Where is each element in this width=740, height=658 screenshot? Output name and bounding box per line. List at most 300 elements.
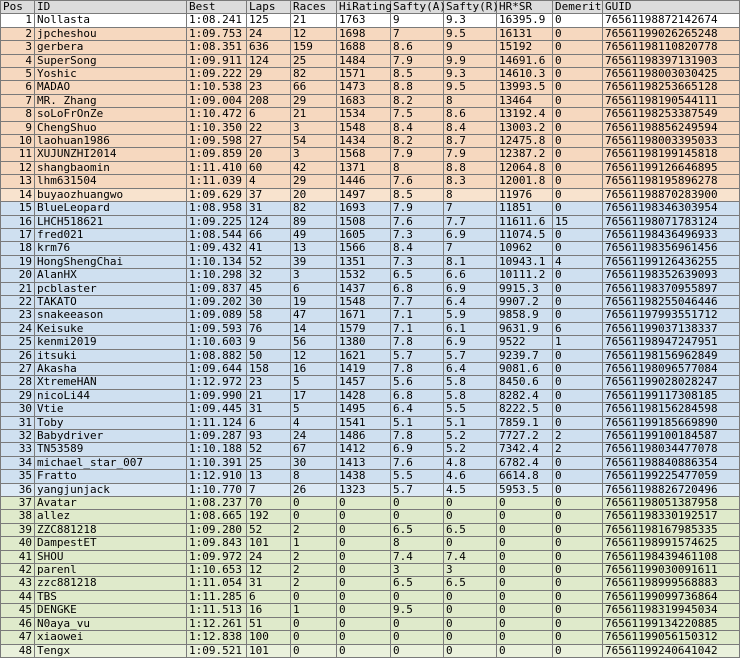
cell-best: 1:09.222 xyxy=(187,68,247,81)
cell-pos: 7 xyxy=(1,94,35,107)
table-row[interactable] xyxy=(1,430,740,443)
cell-pos: 4 xyxy=(1,54,35,67)
cell-demerit: 0 xyxy=(553,108,603,121)
cell-safty-r: 7 xyxy=(444,242,497,255)
cell-races: 42 xyxy=(291,161,337,174)
cell-guid: 76561198856249594 xyxy=(603,121,740,134)
cell-safty-r: 0 xyxy=(444,537,497,550)
cell-laps: 24 xyxy=(247,27,291,40)
cell-id: shangbaomin xyxy=(35,161,187,174)
cell-safty-a: 6.5 xyxy=(391,577,444,590)
cell-races: 0 xyxy=(291,510,337,523)
cell-safty-a: 7.8 xyxy=(391,430,444,443)
cell-hr-sr: 11976 xyxy=(497,188,553,201)
cell-safty-a: 8.5 xyxy=(391,68,444,81)
cell-races: 0 xyxy=(291,497,337,510)
cell-laps: 192 xyxy=(247,510,291,523)
cell-hr-sr: 13993.5 xyxy=(497,81,553,94)
cell-best: 1:09.753 xyxy=(187,27,247,40)
cell-safty-a: 7.9 xyxy=(391,54,444,67)
cell-guid: 76561199056150312 xyxy=(603,631,740,644)
cell-pos: 18 xyxy=(1,242,35,255)
cell-hirating: 0 xyxy=(337,644,391,657)
table-row[interactable] xyxy=(1,14,740,27)
cell-safty-r: 5.2 xyxy=(444,430,497,443)
cell-best: 1:08.241 xyxy=(187,14,247,27)
table-row[interactable] xyxy=(1,135,740,148)
cell-guid: 76561199126436255 xyxy=(603,255,740,268)
table-row[interactable] xyxy=(1,242,740,255)
cell-races: 2 xyxy=(291,523,337,536)
cell-guid: 76561199030091611 xyxy=(603,564,740,577)
cell-id: krm76 xyxy=(35,242,187,255)
cell-races: 13 xyxy=(291,242,337,255)
cell-safty-a: 6.5 xyxy=(391,269,444,282)
cell-safty-r: 6.4 xyxy=(444,362,497,375)
cell-safty-a: 7.8 xyxy=(391,362,444,375)
cell-id: MADAO xyxy=(35,81,187,94)
cell-races: 25 xyxy=(291,54,337,67)
cell-demerit: 0 xyxy=(553,188,603,201)
cell-demerit: 0 xyxy=(553,497,603,510)
table-row[interactable] xyxy=(1,282,740,295)
cell-best: 1:09.225 xyxy=(187,215,247,228)
cell-laps: 9 xyxy=(247,336,291,349)
cell-best: 1:08.882 xyxy=(187,349,247,362)
cell-pos: 39 xyxy=(1,523,35,536)
column-header-guid[interactable]: GUID xyxy=(603,1,740,14)
cell-pos: 2 xyxy=(1,27,35,40)
cell-laps: 30 xyxy=(247,295,291,308)
cell-best: 1:10.770 xyxy=(187,483,247,496)
cell-demerit: 4 xyxy=(553,255,603,268)
cell-hr-sr: 0 xyxy=(497,577,553,590)
cell-races: 0 xyxy=(291,644,337,657)
table-row[interactable] xyxy=(1,121,740,134)
cell-safty-a: 7.9 xyxy=(391,202,444,215)
cell-hirating: 1548 xyxy=(337,121,391,134)
column-header-safty-r[interactable]: Safty(R) xyxy=(444,1,497,14)
cell-races: 16 xyxy=(291,362,337,375)
cell-hirating: 1495 xyxy=(337,403,391,416)
table-row[interactable] xyxy=(1,389,740,402)
cell-hr-sr: 8450.6 xyxy=(497,376,553,389)
cell-hr-sr: 9239.7 xyxy=(497,349,553,362)
cell-safty-r: 6.9 xyxy=(444,282,497,295)
cell-demerit: 0 xyxy=(553,456,603,469)
cell-hr-sr: 14691.6 xyxy=(497,54,553,67)
cell-pos: 35 xyxy=(1,470,35,483)
table-row[interactable] xyxy=(1,54,740,67)
cell-best: 1:12.838 xyxy=(187,631,247,644)
cell-pos: 10 xyxy=(1,135,35,148)
table-row[interactable] xyxy=(1,161,740,174)
cell-safty-r: 0 xyxy=(444,497,497,510)
cell-hirating: 1698 xyxy=(337,27,391,40)
table-row[interactable] xyxy=(1,550,740,563)
cell-pos: 16 xyxy=(1,215,35,228)
cell-hirating: 0 xyxy=(337,604,391,617)
cell-id: XtremeHAN xyxy=(35,376,187,389)
cell-hirating: 0 xyxy=(337,537,391,550)
table-row[interactable] xyxy=(1,617,740,630)
cell-hirating: 1371 xyxy=(337,161,391,174)
table-row[interactable] xyxy=(1,269,740,282)
cell-hirating: 0 xyxy=(337,523,391,536)
cell-hirating: 1428 xyxy=(337,389,391,402)
cell-hirating: 1548 xyxy=(337,295,391,308)
cell-hr-sr: 14610.3 xyxy=(497,68,553,81)
cell-guid: 76561198947247951 xyxy=(603,336,740,349)
cell-safty-a: 8.5 xyxy=(391,188,444,201)
cell-best: 1:09.629 xyxy=(187,188,247,201)
cell-laps: 636 xyxy=(247,41,291,54)
cell-safty-a: 8.4 xyxy=(391,121,444,134)
cell-best: 1:10.350 xyxy=(187,121,247,134)
cell-safty-r: 4.5 xyxy=(444,483,497,496)
cell-races: 66 xyxy=(291,81,337,94)
cell-safty-a: 8.8 xyxy=(391,81,444,94)
cell-hirating: 1571 xyxy=(337,68,391,81)
cell-pos: 31 xyxy=(1,416,35,429)
cell-hr-sr: 5953.5 xyxy=(497,483,553,496)
cell-hr-sr: 11611.6 xyxy=(497,215,553,228)
cell-hirating: 1419 xyxy=(337,362,391,375)
cell-demerit: 0 xyxy=(553,617,603,630)
table-row[interactable] xyxy=(1,41,740,54)
cell-id: soLoFrOnZe xyxy=(35,108,187,121)
cell-safty-r: 7.7 xyxy=(444,215,497,228)
cell-safty-r: 8 xyxy=(444,188,497,201)
cell-id: DampestET xyxy=(35,537,187,550)
table-row[interactable] xyxy=(1,94,740,107)
table-row[interactable] xyxy=(1,188,740,201)
cell-pos: 43 xyxy=(1,577,35,590)
table-row[interactable] xyxy=(1,349,740,362)
table-row[interactable] xyxy=(1,322,740,335)
cell-demerit: 0 xyxy=(553,161,603,174)
cell-laps: 23 xyxy=(247,81,291,94)
cell-hr-sr: 9907.2 xyxy=(497,295,553,308)
table-row[interactable] xyxy=(1,68,740,81)
cell-pos: 6 xyxy=(1,81,35,94)
cell-safty-r: 5.5 xyxy=(444,403,497,416)
cell-hirating: 1380 xyxy=(337,336,391,349)
cell-laps: 22 xyxy=(247,121,291,134)
cell-safty-r: 9.9 xyxy=(444,54,497,67)
column-header-hirating[interactable]: HiRating xyxy=(337,1,391,14)
cell-safty-a: 7 xyxy=(391,27,444,40)
column-header-races[interactable]: Races xyxy=(291,1,337,14)
cell-guid: 76561198436496933 xyxy=(603,228,740,241)
cell-demerit: 0 xyxy=(553,376,603,389)
cell-guid: 76561199240641042 xyxy=(603,644,740,657)
cell-safty-r: 6.9 xyxy=(444,336,497,349)
cell-hr-sr: 13003.2 xyxy=(497,121,553,134)
table-row[interactable] xyxy=(1,403,740,416)
cell-hr-sr: 9631.9 xyxy=(497,322,553,335)
cell-pos: 28 xyxy=(1,376,35,389)
table-row[interactable] xyxy=(1,295,740,308)
cell-demerit: 0 xyxy=(553,550,603,563)
table-row[interactable] xyxy=(1,309,740,322)
cell-laps: 12 xyxy=(247,564,291,577)
cell-id: jpcheshou xyxy=(35,27,187,40)
cell-laps: 124 xyxy=(247,215,291,228)
cell-races: 67 xyxy=(291,443,337,456)
cell-safty-r: 4.8 xyxy=(444,456,497,469)
cell-races: 49 xyxy=(291,228,337,241)
cell-pos: 3 xyxy=(1,41,35,54)
table-row[interactable] xyxy=(1,564,740,577)
cell-pos: 5 xyxy=(1,68,35,81)
table-row[interactable] xyxy=(1,148,740,161)
cell-best: 1:10.298 xyxy=(187,269,247,282)
cell-laps: 6 xyxy=(247,416,291,429)
cell-best: 1:09.202 xyxy=(187,295,247,308)
cell-demerit: 0 xyxy=(553,416,603,429)
cell-best: 1:09.089 xyxy=(187,309,247,322)
cell-best: 1:11.410 xyxy=(187,161,247,174)
cell-demerit: 0 xyxy=(553,27,603,40)
cell-id: Vtie xyxy=(35,403,187,416)
cell-hirating: 1683 xyxy=(337,94,391,107)
cell-id: TN53589 xyxy=(35,443,187,456)
cell-laps: 60 xyxy=(247,161,291,174)
cell-pos: 37 xyxy=(1,497,35,510)
column-header-laps[interactable]: Laps xyxy=(247,1,291,14)
cell-laps: 45 xyxy=(247,282,291,295)
cell-hr-sr: 0 xyxy=(497,604,553,617)
cell-demerit: 2 xyxy=(553,443,603,456)
cell-id: lhm631504 xyxy=(35,175,187,188)
cell-hirating: 1434 xyxy=(337,135,391,148)
cell-races: 2 xyxy=(291,564,337,577)
cell-demerit: 0 xyxy=(553,14,603,27)
cell-races: 4 xyxy=(291,416,337,429)
cell-laps: 41 xyxy=(247,242,291,255)
table-row[interactable] xyxy=(1,27,740,40)
cell-safty-a: 7.4 xyxy=(391,550,444,563)
cell-safty-a: 0 xyxy=(391,631,444,644)
cell-pos: 32 xyxy=(1,430,35,443)
cell-hirating: 1508 xyxy=(337,215,391,228)
table-row[interactable] xyxy=(1,215,740,228)
cell-demerit: 0 xyxy=(553,41,603,54)
cell-pos: 8 xyxy=(1,108,35,121)
cell-hr-sr: 13464 xyxy=(497,94,553,107)
cell-pos: 26 xyxy=(1,349,35,362)
cell-hirating: 1763 xyxy=(337,14,391,27)
cell-safty-a: 5.6 xyxy=(391,376,444,389)
table-row[interactable] xyxy=(1,590,740,603)
cell-safty-a: 0 xyxy=(391,617,444,630)
table-row[interactable] xyxy=(1,470,740,483)
cell-laps: 124 xyxy=(247,54,291,67)
table-row[interactable] xyxy=(1,416,740,429)
cell-guid: 76561198253387549 xyxy=(603,108,740,121)
cell-hirating: 1484 xyxy=(337,54,391,67)
column-header-hr-sr[interactable]: HR*SR xyxy=(497,1,553,14)
cell-laps: 13 xyxy=(247,470,291,483)
cell-safty-r: 9 xyxy=(444,41,497,54)
cell-hr-sr: 9915.3 xyxy=(497,282,553,295)
column-header-id[interactable]: ID xyxy=(35,1,187,14)
cell-guid: 76561198826720496 xyxy=(603,483,740,496)
cell-pos: 13 xyxy=(1,175,35,188)
cell-safty-a: 7.1 xyxy=(391,322,444,335)
cell-pos: 12 xyxy=(1,161,35,174)
cell-laps: 21 xyxy=(247,389,291,402)
cell-hirating: 1473 xyxy=(337,81,391,94)
cell-safty-r: 8.3 xyxy=(444,175,497,188)
cell-guid: 76561198096577084 xyxy=(603,362,740,375)
cell-hirating: 1605 xyxy=(337,228,391,241)
cell-best: 1:11.039 xyxy=(187,175,247,188)
table-row[interactable] xyxy=(1,362,740,375)
cell-id: nicoLi44 xyxy=(35,389,187,402)
table-row[interactable] xyxy=(1,510,740,523)
cell-guid: 76561198110820778 xyxy=(603,41,740,54)
cell-laps: 125 xyxy=(247,14,291,27)
cell-races: 17 xyxy=(291,389,337,402)
cell-safty-r: 8.1 xyxy=(444,255,497,268)
cell-id: TBS xyxy=(35,590,187,603)
table-row[interactable] xyxy=(1,644,740,657)
cell-laps: 25 xyxy=(247,456,291,469)
cell-hr-sr: 12064.8 xyxy=(497,161,553,174)
table-row[interactable] xyxy=(1,497,740,510)
cell-guid: 76561198156962849 xyxy=(603,349,740,362)
cell-pos: 25 xyxy=(1,336,35,349)
table-row[interactable] xyxy=(1,202,740,215)
cell-hr-sr: 7727.2 xyxy=(497,430,553,443)
table-row[interactable] xyxy=(1,175,740,188)
cell-safty-r: 4.6 xyxy=(444,470,497,483)
cell-best: 1:11.054 xyxy=(187,577,247,590)
cell-races: 12 xyxy=(291,27,337,40)
cell-demerit: 0 xyxy=(553,68,603,81)
cell-safty-a: 8 xyxy=(391,161,444,174)
cell-hr-sr: 11851 xyxy=(497,202,553,215)
cell-guid: 76561199099736864 xyxy=(603,590,740,603)
cell-hirating: 1532 xyxy=(337,269,391,282)
cell-guid: 76561198840886354 xyxy=(603,456,740,469)
cell-safty-r: 6.1 xyxy=(444,322,497,335)
cell-guid: 76561198071783124 xyxy=(603,215,740,228)
cell-id: SuperSong xyxy=(35,54,187,67)
cell-safty-a: 6.4 xyxy=(391,403,444,416)
table-row[interactable] xyxy=(1,376,740,389)
cell-hirating: 0 xyxy=(337,577,391,590)
cell-guid: 76561198255046446 xyxy=(603,295,740,308)
cell-guid: 76561198199145818 xyxy=(603,148,740,161)
cell-guid: 76561198870283900 xyxy=(603,188,740,201)
cell-best: 1:10.603 xyxy=(187,336,247,349)
table-row[interactable] xyxy=(1,631,740,644)
cell-hr-sr: 13192.4 xyxy=(497,108,553,121)
cell-pos: 40 xyxy=(1,537,35,550)
cell-best: 1:08.958 xyxy=(187,202,247,215)
cell-id: Tengx xyxy=(35,644,187,657)
table-header-row xyxy=(1,1,740,14)
cell-laps: 51 xyxy=(247,617,291,630)
cell-laps: 23 xyxy=(247,376,291,389)
cell-best: 1:09.859 xyxy=(187,148,247,161)
cell-safty-a: 6.8 xyxy=(391,282,444,295)
cell-races: 3 xyxy=(291,269,337,282)
cell-best: 1:08.665 xyxy=(187,510,247,523)
cell-races: 39 xyxy=(291,255,337,268)
cell-best: 1:10.134 xyxy=(187,255,247,268)
column-header-demerit[interactable]: Demerit xyxy=(553,1,603,14)
cell-guid: 76561199134220885 xyxy=(603,617,740,630)
cell-best: 1:09.837 xyxy=(187,282,247,295)
cell-guid: 76561199126646895 xyxy=(603,161,740,174)
cell-guid: 76561199225477059 xyxy=(603,470,740,483)
table-row[interactable] xyxy=(1,483,740,496)
cell-safty-a: 8 xyxy=(391,537,444,550)
cell-best: 1:10.188 xyxy=(187,443,247,456)
cell-demerit: 0 xyxy=(553,81,603,94)
cell-guid: 76561198034477078 xyxy=(603,443,740,456)
cell-pos: 15 xyxy=(1,202,35,215)
cell-guid: 76561198872142674 xyxy=(603,14,740,27)
cell-safty-r: 3 xyxy=(444,564,497,577)
column-header-pos[interactable]: Pos xyxy=(1,1,35,14)
table-row[interactable] xyxy=(1,443,740,456)
table-row[interactable] xyxy=(1,537,740,550)
cell-demerit: 0 xyxy=(553,537,603,550)
table-row[interactable] xyxy=(1,228,740,241)
cell-safty-r: 0 xyxy=(444,510,497,523)
column-header-safty-a[interactable]: Safty(A) xyxy=(391,1,444,14)
cell-pos: 30 xyxy=(1,403,35,416)
table-row[interactable] xyxy=(1,456,740,469)
table-row[interactable] xyxy=(1,81,740,94)
cell-races: 82 xyxy=(291,68,337,81)
cell-laps: 6 xyxy=(247,590,291,603)
table-row[interactable] xyxy=(1,523,740,536)
cell-id: Nollasta xyxy=(35,14,187,27)
cell-safty-r: 7 xyxy=(444,202,497,215)
table-row[interactable] xyxy=(1,336,740,349)
cell-laps: 4 xyxy=(247,175,291,188)
cell-races: 0 xyxy=(291,590,337,603)
cell-pos: 41 xyxy=(1,550,35,563)
cell-hr-sr: 9081.6 xyxy=(497,362,553,375)
table-row[interactable] xyxy=(1,255,740,268)
column-header-best[interactable]: Best xyxy=(187,1,247,14)
cell-safty-a: 7.9 xyxy=(391,148,444,161)
cell-safty-a: 8.2 xyxy=(391,135,444,148)
cell-id: parenl xyxy=(35,564,187,577)
cell-best: 1:12.261 xyxy=(187,617,247,630)
cell-best: 1:09.972 xyxy=(187,550,247,563)
cell-safty-r: 8.4 xyxy=(444,121,497,134)
cell-pos: 17 xyxy=(1,228,35,241)
cell-hr-sr: 12475.8 xyxy=(497,135,553,148)
cell-safty-r: 5.1 xyxy=(444,416,497,429)
table-row[interactable] xyxy=(1,577,740,590)
cell-safty-a: 7.6 xyxy=(391,215,444,228)
table-row[interactable] xyxy=(1,604,740,617)
cell-hirating: 1688 xyxy=(337,41,391,54)
cell-guid: 76561199037138337 xyxy=(603,322,740,335)
cell-best: 1:10.653 xyxy=(187,564,247,577)
table-row[interactable] xyxy=(1,108,740,121)
cell-safty-a: 6.8 xyxy=(391,389,444,402)
